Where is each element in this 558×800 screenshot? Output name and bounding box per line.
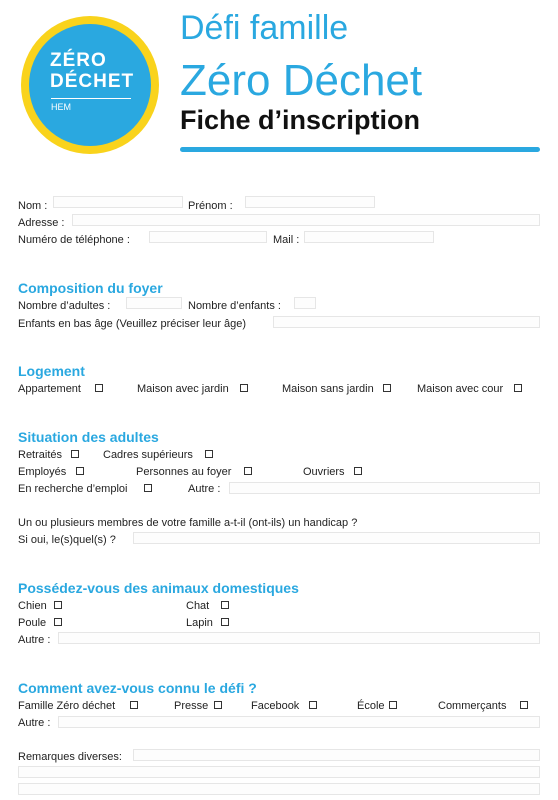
title-defi-famille: Défi famille: [180, 9, 349, 47]
logement-maison-jardin-checkbox[interactable]: [240, 384, 248, 392]
section-composition-foyer: Composition du foyer: [18, 280, 163, 296]
poule-label: Poule: [18, 617, 47, 629]
handicap-detail-label: Si oui, le(s)quel(s) ?: [18, 534, 116, 546]
connu-famille-label: Famille Zéro déchet: [18, 700, 116, 712]
animaux-autre-label: Autre :: [18, 634, 51, 646]
remarques-field-3[interactable]: [18, 783, 540, 795]
connu-facebook-checkbox[interactable]: [309, 701, 317, 709]
enfants-bas-age-label: Enfants en bas âge (Veuillez préciser leur âge): [18, 318, 247, 330]
employes-label: Employés: [18, 466, 67, 478]
personnes-foyer-label: Personnes au foyer: [136, 466, 232, 478]
poule-checkbox[interactable]: [54, 618, 62, 626]
situation-autre-field[interactable]: [229, 482, 540, 494]
telephone-label: Numéro de téléphone :: [18, 234, 130, 246]
retraites-checkbox[interactable]: [71, 450, 79, 458]
nom-label: Nom :: [18, 200, 48, 212]
retraites-label: Retraités: [18, 449, 63, 461]
logo-line-hem: HEM: [51, 102, 71, 112]
remarques-label: Remarques diverses:: [18, 751, 122, 763]
connu-famille-checkbox[interactable]: [130, 701, 138, 709]
telephone-field[interactable]: [149, 231, 267, 243]
connu-commercants-label: Commerçants: [438, 700, 507, 712]
cadres-label: Cadres supérieurs: [103, 449, 193, 461]
connu-commercants-checkbox[interactable]: [520, 701, 528, 709]
section-animaux: Possédez-vous des animaux domestiques: [18, 580, 299, 596]
animaux-autre-field[interactable]: [58, 632, 540, 644]
logo-line-dechet: DÉCHET: [50, 71, 135, 92]
logo-line-zero: ZÉRO: [50, 50, 107, 71]
logement-maison-jardin-label: Maison avec jardin: [137, 383, 229, 395]
prenom-label: Prénom :: [188, 200, 233, 212]
logement-maison-cour-checkbox[interactable]: [514, 384, 522, 392]
adresse-field[interactable]: [72, 214, 540, 226]
ouvriers-label: Ouvriers: [303, 466, 345, 478]
employes-checkbox[interactable]: [76, 467, 84, 475]
mail-label: Mail :: [273, 234, 300, 246]
connu-facebook-label: Facebook: [251, 700, 300, 712]
connu-ecole-label: École: [357, 700, 385, 712]
section-comment-connu: Comment avez-vous connu le défi ?: [18, 680, 257, 696]
mail-field[interactable]: [304, 231, 434, 243]
handicap-question: Un ou plusieurs membres de votre famille a-t-il (ont-ils) un handicap ?: [18, 517, 358, 529]
nom-field[interactable]: [53, 196, 183, 208]
lapin-checkbox[interactable]: [221, 618, 229, 626]
connu-ecole-checkbox[interactable]: [389, 701, 397, 709]
chien-checkbox[interactable]: [54, 601, 62, 609]
logo-divider: [51, 98, 131, 99]
cadres-checkbox[interactable]: [205, 450, 213, 458]
logement-maison-sans-jardin-label: Maison sans jardin: [282, 383, 374, 395]
chat-label: Chat: [186, 600, 210, 612]
nombre-adultes-label: Nombre d’adultes :: [18, 300, 111, 312]
logement-appartement-label: Appartement: [18, 383, 81, 395]
logement-maison-cour-label: Maison avec cour: [417, 383, 504, 395]
connu-presse-checkbox[interactable]: [214, 701, 222, 709]
nombre-adultes-field[interactable]: [126, 297, 182, 309]
recherche-emploi-label: En recherche d’emploi: [18, 483, 128, 495]
remarques-field-1[interactable]: [133, 749, 540, 761]
ouvriers-checkbox[interactable]: [354, 467, 362, 475]
logo-badge: [29, 24, 151, 146]
personnes-foyer-checkbox[interactable]: [244, 467, 252, 475]
title-zero-dechet: Zéro Déchet: [180, 56, 423, 105]
chat-checkbox[interactable]: [221, 601, 229, 609]
adresse-label: Adresse :: [18, 217, 65, 229]
section-logement: Logement: [18, 363, 85, 379]
title-fiche-inscription: Fiche d’inscription: [180, 105, 421, 135]
connu-autre-label: Autre :: [18, 717, 51, 729]
logement-maison-sans-jardin-checkbox[interactable]: [383, 384, 391, 392]
section-situation-adultes: Situation des adultes: [18, 429, 159, 445]
recherche-emploi-checkbox[interactable]: [144, 484, 152, 492]
lapin-label: Lapin: [186, 617, 213, 629]
connu-presse-label: Presse: [174, 700, 209, 712]
chien-label: Chien: [18, 600, 47, 612]
remarques-field-2[interactable]: [18, 766, 540, 778]
enfants-bas-age-field[interactable]: [273, 316, 540, 328]
nombre-enfants-field[interactable]: [294, 297, 316, 309]
connu-autre-field[interactable]: [58, 716, 540, 728]
nombre-enfants-label: Nombre d’enfants :: [188, 300, 281, 312]
situation-autre-label: Autre :: [188, 483, 221, 495]
handicap-detail-field[interactable]: [133, 532, 540, 544]
logement-appartement-checkbox[interactable]: [95, 384, 103, 392]
prenom-field[interactable]: [245, 196, 375, 208]
title-underline: [180, 147, 540, 152]
